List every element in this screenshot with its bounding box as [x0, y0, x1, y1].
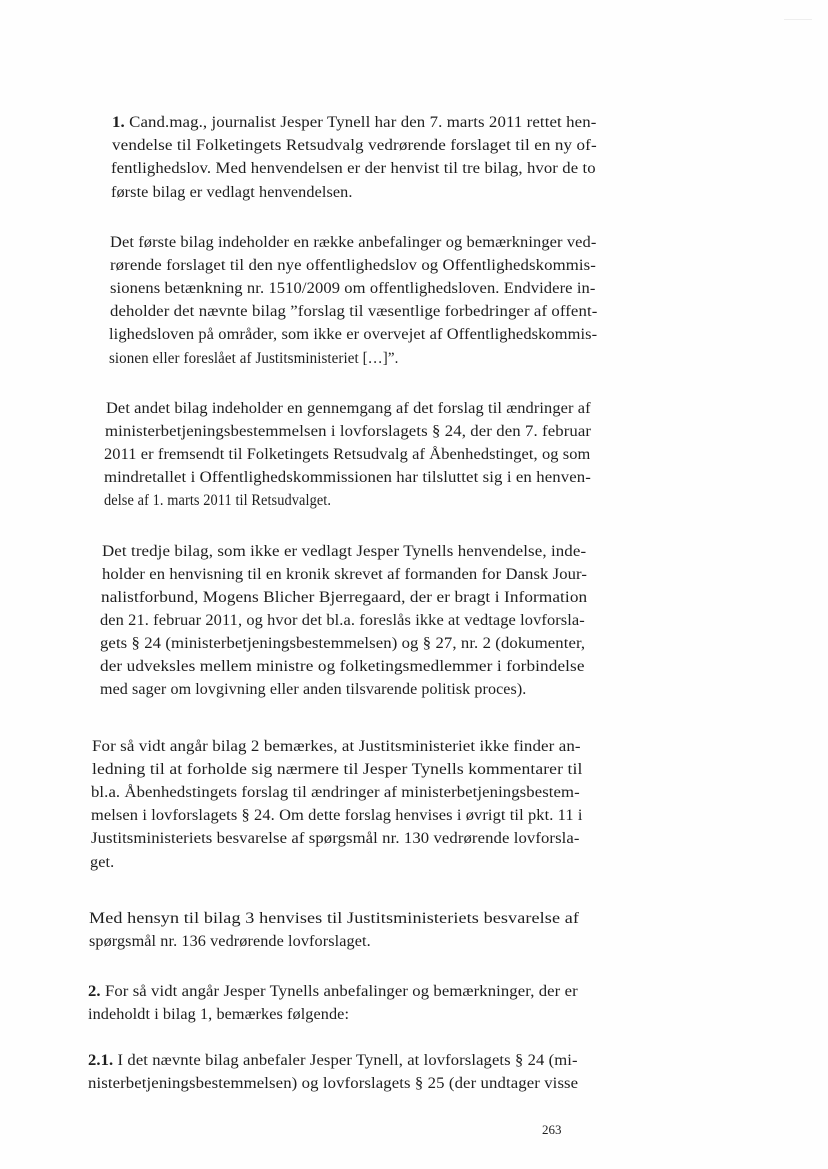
text-line [109, 324, 597, 344]
line-text: delse af 1. marts 2011 til Retsudvalget. [104, 491, 332, 509]
page-number: 263 [542, 1122, 562, 1137]
text-line [88, 981, 578, 1001]
line-text: første bilag er vedlagt henvendelsen. [111, 183, 353, 201]
line-text: lighedsloven på områder, som ikke er overvejet af Offentlighedskommis- [109, 325, 598, 343]
text-line [105, 421, 591, 441]
line-text: ledning til at forholde sig nærmere til Jesper Tynells kommentarer til [92, 760, 583, 778]
text-line [100, 679, 526, 699]
text-line [88, 1050, 578, 1070]
text-line [110, 301, 597, 321]
line-text: Cand.mag., journalist Jesper Tynell har den 7. marts 2011 rettet hen- [124, 113, 597, 131]
text-line [106, 398, 591, 418]
text-line [101, 587, 587, 607]
line-text: gets § 24 (ministerbetjeningsbestemmelsen) og § 27, nr. 2 (dokumenter, [100, 634, 586, 652]
line-text: For så vidt angår Jesper Tynells anbefalinger og bemærkninger, der er [100, 982, 578, 1000]
line-text: holder en henvisning til en kronik skrevet af formanden for Dansk Jour- [102, 565, 587, 583]
text-line [100, 656, 585, 676]
line-text: fentlighedslov. Med henvendelsen er der henvist til tre bilag, hvor de to [111, 159, 596, 177]
text-line [104, 444, 590, 464]
scan-artifact [784, 19, 812, 20]
text-line [109, 348, 398, 368]
line-text: nisterbetjeningsbestemmelsen) og lovforslagets § 25 (der undtager visse [88, 1074, 579, 1092]
text-line [112, 135, 597, 155]
text-line [90, 852, 114, 872]
section-number: 1. [112, 113, 125, 131]
line-text: nalistforbund, Mogens Blicher Bjerregaard, der er bragt i Information [101, 588, 588, 606]
text-line [100, 633, 585, 653]
line-text: I det nævnte bilag anbefaler Jesper Tynell, at lovforslagets § 24 (mi- [113, 1051, 578, 1069]
line-text: sionens betænkning nr. 1510/2009 om offentlighedsloven. Endvidere in- [110, 279, 596, 297]
line-text: Med hensyn til bilag 3 henvises til Justitsministeriets besvarelse af [89, 909, 580, 927]
line-text: bl.a. Åbenhedstingets forslag til ændringer af ministerbetjeningsbestem- [91, 783, 580, 801]
line-text: melsen i lovforslagets § 24. Om dette forslag henvises i øvrigt til pkt. 11 i [91, 806, 583, 824]
text-line [91, 782, 580, 802]
text-line [111, 182, 352, 202]
text-line [88, 1004, 349, 1024]
line-text: Det første bilag indeholder en række anbefalinger og bemærkninger ved- [110, 233, 597, 251]
text-line [92, 759, 582, 779]
text-line [104, 490, 331, 510]
text-line [102, 541, 586, 561]
line-text: indeholdt i bilag 1, bemærkes følgende: [88, 1005, 350, 1023]
text-line [110, 278, 596, 298]
line-text: rørende forslaget til den nye offentlighedslov og Offentlighedskommis- [110, 256, 596, 274]
text-line [89, 931, 371, 951]
text-line [100, 610, 585, 630]
text-line [112, 112, 596, 132]
line-text: mindretallet i Offentlighedskommissionen har tilsluttet sig i en henven- [104, 468, 591, 486]
line-text: Justitsministeriets besvarelse af spørgsmål nr. 130 vedrørende lovforsla- [91, 829, 580, 847]
text-line [110, 255, 596, 275]
line-text: med sager om lovgivning eller anden tilsvarende politisk proces). [100, 680, 527, 698]
line-text: vendelse til Folketingets Retsudvalg vedrørende forslaget til en ny of- [112, 136, 597, 154]
text-line [91, 805, 583, 825]
line-text: sionen eller foreslået af Justitsministeriet […]”. [109, 349, 399, 367]
section-number: 2.1. [88, 1051, 114, 1069]
text-line [102, 564, 587, 584]
text-line [110, 232, 596, 252]
line-text: get. [90, 853, 115, 871]
text-line [91, 828, 580, 848]
line-text: ministerbetjeningsbestemmelsen i lovforslagets § 24, der den 7. februar [105, 422, 592, 440]
text-line [104, 467, 591, 487]
section-number: 2. [88, 982, 101, 1000]
line-text: Det andet bilag indeholder en gennemgang af det forslag til ændringer af [106, 399, 591, 417]
line-text: 2011 er fremsendt til Folketingets Retsudvalg af Åbenhedstinget, og som [104, 445, 591, 463]
text-line [92, 736, 581, 756]
line-text: deholder det nævnte bilag ”forslag til væsentlige forbedringer af offent- [110, 302, 598, 320]
line-text: For så vidt angår bilag 2 bemærkes, at Justitsministeriet ikke finder an- [92, 737, 581, 755]
line-text: der udveksles mellem ministre og folketingsmedlemmer i forbindelse [100, 657, 585, 675]
text-line [111, 158, 596, 178]
line-text: den 21. februar 2011, og hvor det bl.a. foreslås ikke at vedtage lovforsla- [100, 611, 585, 629]
line-text: spørgsmål nr. 136 vedrørende lovforslaget. [89, 932, 371, 950]
text-line [88, 1073, 578, 1093]
text-line [89, 908, 579, 928]
line-text: Det tredje bilag, som ikke er vedlagt Jesper Tynells henvendelse, inde- [102, 542, 587, 560]
